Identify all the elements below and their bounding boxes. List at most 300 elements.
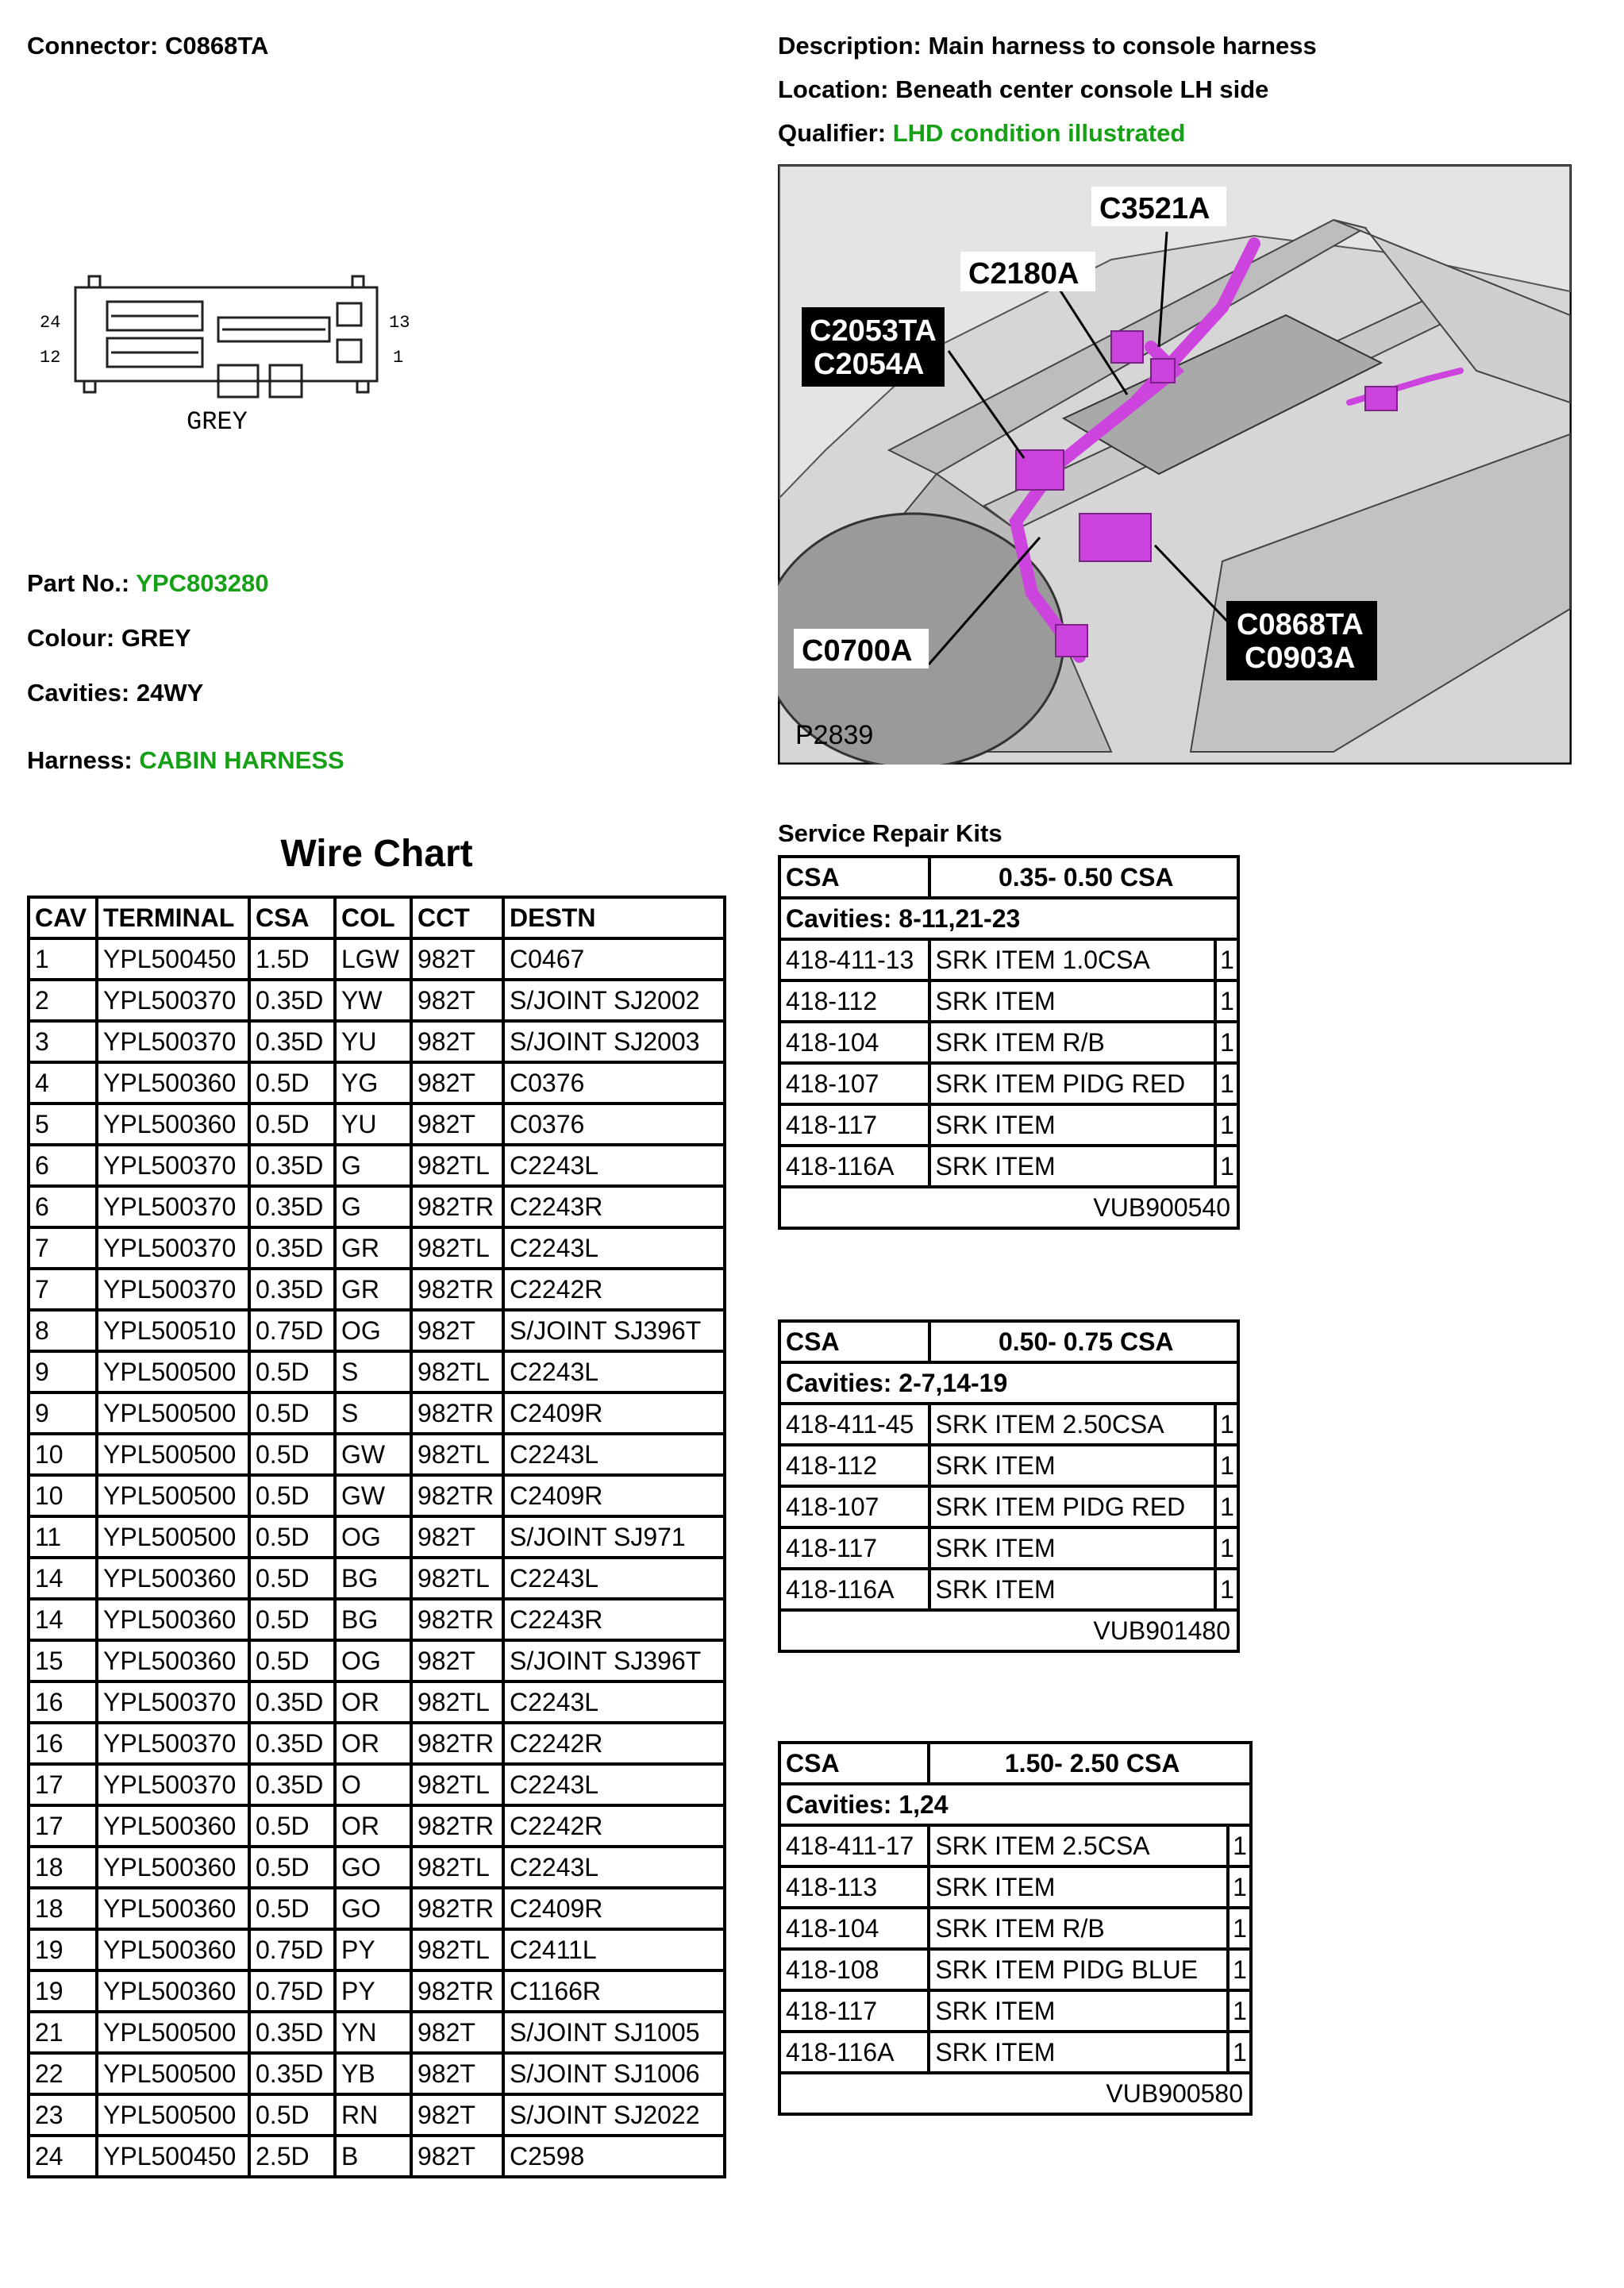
cell-cct: 982T xyxy=(413,1105,502,1143)
kit-item-qty: 1 xyxy=(1230,2033,1249,2071)
kit-item-desc: SRK ITEM xyxy=(930,1992,1226,2030)
kit-item-row xyxy=(781,941,1237,979)
kit-item-part: 418-112 xyxy=(781,982,928,1020)
kit-csa-label: CSA xyxy=(781,1323,928,1361)
cell-cct: 982TL xyxy=(413,1931,502,1969)
cell-terminal: YPL500370 xyxy=(98,1023,248,1061)
connector-face-svg xyxy=(32,270,429,445)
kit-item-part: 418-112 xyxy=(781,1446,928,1485)
cell-terminal: YPL500360 xyxy=(98,1064,248,1102)
kit-cavities: Cavities: 2-7,14-19 xyxy=(781,1364,1237,1402)
harness-line xyxy=(27,746,344,775)
cell-terminal: YPL500510 xyxy=(98,1312,248,1350)
harness-label: Harness: xyxy=(27,746,133,774)
cell-cav: 7 xyxy=(30,1229,95,1267)
kit-item-row xyxy=(781,1570,1237,1608)
cell-destn: C2243R xyxy=(505,1188,723,1226)
kit-item-qty: 1 xyxy=(1217,1405,1237,1443)
cell-cav: 16 xyxy=(30,1724,95,1762)
cell-csa: 0.75D xyxy=(251,1931,333,1969)
location-value: Beneath center console LH side xyxy=(895,75,1269,103)
location-photo-svg xyxy=(778,164,1572,765)
cell-cct: 982TL xyxy=(413,1435,502,1473)
cell-cav: 9 xyxy=(30,1394,95,1432)
cell-terminal: YPL500500 xyxy=(98,2096,248,2134)
cell-cav: 10 xyxy=(30,1477,95,1515)
kit-item-part: 418-117 xyxy=(781,1529,928,1567)
table-row xyxy=(30,1766,723,1804)
cell-cct: 982TL xyxy=(413,1559,502,1597)
kit-item-desc: SRK ITEM PIDG RED xyxy=(931,1065,1214,1103)
kit-item-row xyxy=(781,1147,1237,1185)
wire-chart-body xyxy=(30,940,723,2175)
connector-value: C0868TA xyxy=(164,32,269,60)
cell-csa: 0.35D xyxy=(251,1766,333,1804)
cell-cav: 11 xyxy=(30,1518,95,1556)
cell-terminal: YPL500500 xyxy=(98,1353,248,1391)
cell-destn: C2243L xyxy=(505,1435,723,1473)
cell-cav: 7 xyxy=(30,1270,95,1308)
cell-destn: C0376 xyxy=(505,1064,723,1102)
cell-col: OR xyxy=(337,1724,410,1762)
description-label: Description: xyxy=(778,32,922,60)
cell-cct: 982TL xyxy=(413,1146,502,1184)
cell-col: GR xyxy=(337,1270,410,1308)
cell-destn: C2243L xyxy=(505,1559,723,1597)
table-row xyxy=(30,1394,723,1432)
kit-item-row xyxy=(781,1405,1237,1443)
cell-cav: 19 xyxy=(30,1972,95,2010)
kit-item-qty: 1 xyxy=(1217,1023,1237,1061)
qualifier-label: Qualifier: xyxy=(778,119,887,147)
cell-csa: 0.75D xyxy=(251,1312,333,1350)
cell-csa: 0.5D xyxy=(251,2096,333,2134)
kit-item-row xyxy=(781,1488,1237,1526)
wire-chart-header-row xyxy=(30,899,723,937)
colour-line xyxy=(27,624,191,653)
cell-terminal: YPL500360 xyxy=(98,1972,248,2010)
kit-item-part: 418-113 xyxy=(781,1868,927,1906)
cell-destn: C2598 xyxy=(505,2137,723,2175)
kit-cavities-row xyxy=(781,1785,1249,1824)
kit-csa-label: CSA xyxy=(781,1744,927,1782)
cell-csa: 0.5D xyxy=(251,1889,333,1928)
table-row xyxy=(30,2013,723,2051)
photo-label-c2180a: C2180A xyxy=(968,257,1079,291)
pin-24-label: 24 xyxy=(40,313,61,333)
kit-item-row xyxy=(781,1827,1249,1865)
cell-cct: 982TR xyxy=(413,1188,502,1226)
cell-cav: 21 xyxy=(30,2013,95,2051)
cell-cav: 8 xyxy=(30,1312,95,1350)
cell-cav: 10 xyxy=(30,1435,95,1473)
kit-item-row xyxy=(781,1446,1237,1485)
table-row xyxy=(30,1848,723,1886)
kit-number-row xyxy=(781,1612,1237,1650)
srk-title: Service Repair Kits xyxy=(778,819,1002,847)
table-row xyxy=(30,1435,723,1473)
kit-item-row xyxy=(781,2033,1249,2071)
pin-1-label: 1 xyxy=(393,348,404,368)
cell-terminal: YPL500370 xyxy=(98,1766,248,1804)
kit-item-part: 418-411-13 xyxy=(781,941,928,979)
kit-item-qty: 1 xyxy=(1217,1106,1237,1144)
cell-csa: 0.5D xyxy=(251,1435,333,1473)
cell-col: LGW xyxy=(337,940,410,978)
cell-csa: 2.5D xyxy=(251,2137,333,2175)
kit-number: VUB900540 xyxy=(781,1188,1237,1227)
cell-terminal: YPL500360 xyxy=(98,1931,248,1969)
cell-destn: C2409R xyxy=(505,1394,723,1432)
kit-item-row xyxy=(781,1909,1249,1947)
cell-cav: 6 xyxy=(30,1146,95,1184)
table-row xyxy=(30,2096,723,2134)
cell-csa: 0.5D xyxy=(251,1105,333,1143)
table-row xyxy=(30,1477,723,1515)
cell-cav: 22 xyxy=(30,2055,95,2093)
cell-cct: 982T xyxy=(413,981,502,1019)
cell-cct: 982T xyxy=(413,1064,502,1102)
kit-header-row xyxy=(781,1744,1249,1782)
cell-terminal: YPL500500 xyxy=(98,1394,248,1432)
table-row xyxy=(30,1642,723,1680)
cell-cav: 4 xyxy=(30,1064,95,1102)
kit-item-part: 418-411-17 xyxy=(781,1827,927,1865)
cell-col: PY xyxy=(337,1972,410,2010)
connector-face-diagram xyxy=(32,270,429,445)
cell-col: YN xyxy=(337,2013,410,2051)
cell-terminal: YPL500500 xyxy=(98,2055,248,2093)
cell-cct: 982TL xyxy=(413,1848,502,1886)
kit-item-qty: 1 xyxy=(1217,1570,1237,1608)
kit-header-row xyxy=(781,1323,1237,1361)
table-row xyxy=(30,1889,723,1928)
cell-csa: 0.5D xyxy=(251,1394,333,1432)
cell-destn: C2409R xyxy=(505,1889,723,1928)
cell-destn: S/JOINT SJ2003 xyxy=(505,1023,723,1061)
kit-item-qty: 1 xyxy=(1217,1488,1237,1526)
cell-destn: C2242R xyxy=(505,1724,723,1762)
cell-destn: C1166R xyxy=(505,1972,723,2010)
kit-item-desc: SRK ITEM xyxy=(931,1529,1214,1567)
cell-cct: 982T xyxy=(413,940,502,978)
cell-terminal: YPL500500 xyxy=(98,1477,248,1515)
cell-col: OG xyxy=(337,1518,410,1556)
cell-destn: S/JOINT SJ1006 xyxy=(505,2055,723,2093)
cell-terminal: YPL500500 xyxy=(98,2013,248,2051)
cell-col: B xyxy=(337,2137,410,2175)
kit-csa-range: 0.35- 0.50 CSA xyxy=(931,858,1237,896)
description-value: Main harness to console harness xyxy=(928,32,1317,60)
cell-csa: 0.5D xyxy=(251,1477,333,1515)
kit-item-desc: SRK ITEM xyxy=(931,1570,1214,1608)
cell-col: YG xyxy=(337,1064,410,1102)
cell-cct: 982T xyxy=(413,1518,502,1556)
kit-table-1 xyxy=(778,855,1240,1230)
cell-csa: 0.35D xyxy=(251,1188,333,1226)
cell-cav: 15 xyxy=(30,1642,95,1680)
cavities-value: 24WY xyxy=(136,679,204,707)
kit-table-3 xyxy=(778,1741,1253,2116)
col-header-csa: CSA xyxy=(251,899,333,937)
table-row xyxy=(30,2055,723,2093)
cell-terminal: YPL500360 xyxy=(98,1889,248,1928)
kit-item-part: 418-104 xyxy=(781,1023,928,1061)
kit-number-row xyxy=(781,2074,1249,2113)
kit-item-part: 418-116A xyxy=(781,2033,927,2071)
kit-cavities: Cavities: 8-11,21-23 xyxy=(781,899,1237,938)
cell-destn: C2243L xyxy=(505,1848,723,1886)
kit-csa-range: 0.50- 0.75 CSA xyxy=(931,1323,1237,1361)
cell-cct: 982TR xyxy=(413,1600,502,1639)
kit-csa-range: 1.50- 2.50 CSA xyxy=(930,1744,1249,1782)
cell-csa: 0.5D xyxy=(251,1807,333,1845)
cell-destn: S/JOINT SJ396T xyxy=(505,1642,723,1680)
cell-terminal: YPL500370 xyxy=(98,1188,248,1226)
pin-12-label: 12 xyxy=(40,348,61,368)
description-line xyxy=(778,32,1317,60)
kit-item-qty: 1 xyxy=(1217,1065,1237,1103)
kit-item-row xyxy=(781,1951,1249,1989)
colour-value: GREY xyxy=(121,624,191,652)
kit-number: VUB901480 xyxy=(781,1612,1237,1650)
cell-csa: 0.35D xyxy=(251,2013,333,2051)
kit-item-qty: 1 xyxy=(1230,1951,1249,1989)
cell-csa: 0.5D xyxy=(251,1064,333,1102)
cell-cct: 982TR xyxy=(413,1972,502,2010)
kit-item-part: 418-104 xyxy=(781,1909,927,1947)
cell-col: G xyxy=(337,1188,410,1226)
photo-label-c2054a: C2054A xyxy=(814,348,925,381)
qualifier-value: LHD condition illustrated xyxy=(892,119,1186,147)
cell-cav: 6 xyxy=(30,1188,95,1226)
cell-cct: 982TL xyxy=(413,1229,502,1267)
cell-col: YU xyxy=(337,1105,410,1143)
cell-col: S xyxy=(337,1394,410,1432)
connector-color-label: GREY xyxy=(187,407,248,437)
kit-item-qty: 1 xyxy=(1217,941,1237,979)
kit-item-desc: SRK ITEM xyxy=(931,1446,1214,1485)
cell-col: OR xyxy=(337,1683,410,1721)
photo-label-c2053ta: C2053TA xyxy=(810,314,937,348)
kit-item-part: 418-117 xyxy=(781,1106,928,1144)
cell-destn: S/JOINT SJ1005 xyxy=(505,2013,723,2051)
cell-col: GO xyxy=(337,1848,410,1886)
cell-destn: C2243L xyxy=(505,1683,723,1721)
cell-destn: C2243L xyxy=(505,1146,723,1184)
table-row xyxy=(30,1559,723,1597)
kit-item-qty: 1 xyxy=(1230,1992,1249,2030)
table-row xyxy=(30,1105,723,1143)
cell-col: GW xyxy=(337,1477,410,1515)
cell-cct: 982T xyxy=(413,2137,502,2175)
cell-terminal: YPL500360 xyxy=(98,1600,248,1639)
cell-terminal: YPL500370 xyxy=(98,981,248,1019)
kit-item-part: 418-116A xyxy=(781,1570,928,1608)
cell-terminal: YPL500360 xyxy=(98,1642,248,1680)
kit-item-part: 418-116A xyxy=(781,1147,928,1185)
kit-item-qty: 1 xyxy=(1230,1868,1249,1906)
col-header-terminal: TERMINAL xyxy=(98,899,248,937)
cell-terminal: YPL500370 xyxy=(98,1229,248,1267)
cell-col: OG xyxy=(337,1312,410,1350)
cell-destn: C2243R xyxy=(505,1600,723,1639)
cell-destn: C2243L xyxy=(505,1353,723,1391)
table-row xyxy=(30,1353,723,1391)
qualifier-line xyxy=(778,119,1185,148)
cell-terminal: YPL500360 xyxy=(98,1105,248,1143)
table-row xyxy=(30,1807,723,1845)
kit-item-row xyxy=(781,1529,1237,1567)
kit-item-qty: 1 xyxy=(1217,982,1237,1020)
kit-item-desc: SRK ITEM 1.0CSA xyxy=(931,941,1214,979)
table-row xyxy=(30,1600,723,1639)
cell-destn: C2243L xyxy=(505,1766,723,1804)
cell-cav: 18 xyxy=(30,1889,95,1928)
cell-destn: S/JOINT SJ2022 xyxy=(505,2096,723,2134)
cell-col: GR xyxy=(337,1229,410,1267)
kit-item-qty: 1 xyxy=(1230,1909,1249,1947)
cell-cav: 23 xyxy=(30,2096,95,2134)
cell-cct: 982T xyxy=(413,2055,502,2093)
kit-item-desc: SRK ITEM xyxy=(931,1106,1214,1144)
table-row xyxy=(30,1270,723,1308)
cell-cav: 17 xyxy=(30,1766,95,1804)
cell-terminal: YPL500370 xyxy=(98,1683,248,1721)
cell-csa: 0.75D xyxy=(251,1972,333,2010)
cell-cct: 982T xyxy=(413,2013,502,2051)
cell-cct: 982TL xyxy=(413,1683,502,1721)
cell-cav: 14 xyxy=(30,1559,95,1597)
kit-item-row xyxy=(781,1065,1237,1103)
location-line xyxy=(778,75,1268,104)
cell-destn: C0467 xyxy=(505,940,723,978)
kit-header-row xyxy=(781,858,1237,896)
cell-cav: 19 xyxy=(30,1931,95,1969)
table-row xyxy=(30,1683,723,1721)
cell-destn: C2409R xyxy=(505,1477,723,1515)
kit-item-row xyxy=(781,1023,1237,1061)
photo-label-c3521a: C3521A xyxy=(1099,192,1210,225)
kit-csa-label: CSA xyxy=(781,858,928,896)
connector-line xyxy=(27,32,268,60)
kit-item-desc: SRK ITEM R/B xyxy=(931,1023,1214,1061)
cell-cct: 982TR xyxy=(413,1270,502,1308)
table-row xyxy=(30,1972,723,2010)
col-header-cav: CAV xyxy=(30,899,95,937)
cell-col: OG xyxy=(337,1642,410,1680)
cell-destn: S/JOINT SJ971 xyxy=(505,1518,723,1556)
table-row xyxy=(30,940,723,978)
cell-cct: 982TR xyxy=(413,1889,502,1928)
table-row xyxy=(30,1518,723,1556)
cell-cav: 3 xyxy=(30,1023,95,1061)
cell-cct: 982TR xyxy=(413,1807,502,1845)
table-row xyxy=(30,1312,723,1350)
kit-cavities: Cavities: 1,24 xyxy=(781,1785,1249,1824)
location-label: Location: xyxy=(778,75,889,103)
cell-col: BG xyxy=(337,1600,410,1639)
kit-item-part: 418-107 xyxy=(781,1488,928,1526)
cell-terminal: YPL500360 xyxy=(98,1848,248,1886)
cell-csa: 0.35D xyxy=(251,2055,333,2093)
photo-reference: P2839 xyxy=(795,720,874,750)
cell-terminal: YPL500360 xyxy=(98,1807,248,1845)
cell-col: G xyxy=(337,1146,410,1184)
cell-cct: 982TR xyxy=(413,1724,502,1762)
cell-destn: C2411L xyxy=(505,1931,723,1969)
cell-cct: 982TL xyxy=(413,1353,502,1391)
cell-col: YW xyxy=(337,981,410,1019)
kit-item-desc: SRK ITEM 2.5CSA xyxy=(930,1827,1226,1865)
cell-cav: 18 xyxy=(30,1848,95,1886)
kit-cavities-row xyxy=(781,1364,1237,1402)
photo-label-c0903a: C0903A xyxy=(1245,641,1356,675)
table-row xyxy=(30,1023,723,1061)
table-row xyxy=(30,1188,723,1226)
kit-item-qty: 1 xyxy=(1230,1827,1249,1865)
cell-terminal: YPL500450 xyxy=(98,2137,248,2175)
cell-col: PY xyxy=(337,1931,410,1969)
cell-cav: 17 xyxy=(30,1807,95,1845)
cell-cav: 16 xyxy=(30,1683,95,1721)
cell-csa: 0.5D xyxy=(251,1559,333,1597)
kit-item-desc: SRK ITEM xyxy=(931,1147,1214,1185)
kit-item-desc: SRK ITEM xyxy=(930,1868,1226,1906)
cell-csa: 0.35D xyxy=(251,1146,333,1184)
kit-item-desc: SRK ITEM xyxy=(930,2033,1226,2071)
kit-item-part: 418-107 xyxy=(781,1065,928,1103)
kit-item-qty: 1 xyxy=(1217,1147,1237,1185)
cell-terminal: YPL500370 xyxy=(98,1270,248,1308)
table-row xyxy=(30,1931,723,1969)
part-no-line xyxy=(27,569,268,598)
col-header-cct: CCT xyxy=(413,899,502,937)
kit-item-desc: SRK ITEM R/B xyxy=(930,1909,1226,1947)
cell-csa: 0.35D xyxy=(251,981,333,1019)
cell-destn: C2242R xyxy=(505,1807,723,1845)
wire-chart-title: Wire Chart xyxy=(280,833,473,875)
cell-cav: 24 xyxy=(30,2137,95,2175)
table-row xyxy=(30,1229,723,1267)
photo-label-c0868ta: C0868TA xyxy=(1237,608,1364,641)
cell-cct: 982TR xyxy=(413,1477,502,1515)
cell-col: YU xyxy=(337,1023,410,1061)
cell-cct: 982TR xyxy=(413,1394,502,1432)
colour-label: Colour: xyxy=(27,624,115,652)
cell-csa: 0.35D xyxy=(251,1229,333,1267)
cell-terminal: YPL500370 xyxy=(98,1146,248,1184)
pin-13-label: 13 xyxy=(389,313,410,333)
cell-terminal: YPL500500 xyxy=(98,1435,248,1473)
cell-cct: 982T xyxy=(413,1312,502,1350)
cell-csa: 0.35D xyxy=(251,1724,333,1762)
wire-chart-table xyxy=(27,896,726,2178)
photo-label-c0700a: C0700A xyxy=(802,634,913,668)
kit-item-row xyxy=(781,1992,1249,2030)
cell-destn: C2243L xyxy=(505,1229,723,1267)
kit-item-row xyxy=(781,1106,1237,1144)
cell-col: S xyxy=(337,1353,410,1391)
cell-cct: 982T xyxy=(413,1023,502,1061)
cell-csa: 0.5D xyxy=(251,1353,333,1391)
cell-cct: 982T xyxy=(413,2096,502,2134)
kit-item-part: 418-117 xyxy=(781,1992,927,2030)
kit-number: VUB900580 xyxy=(781,2074,1249,2113)
table-row xyxy=(30,1724,723,1762)
kit-item-desc: SRK ITEM 2.50CSA xyxy=(931,1405,1214,1443)
kit-cavities-row xyxy=(781,899,1237,938)
